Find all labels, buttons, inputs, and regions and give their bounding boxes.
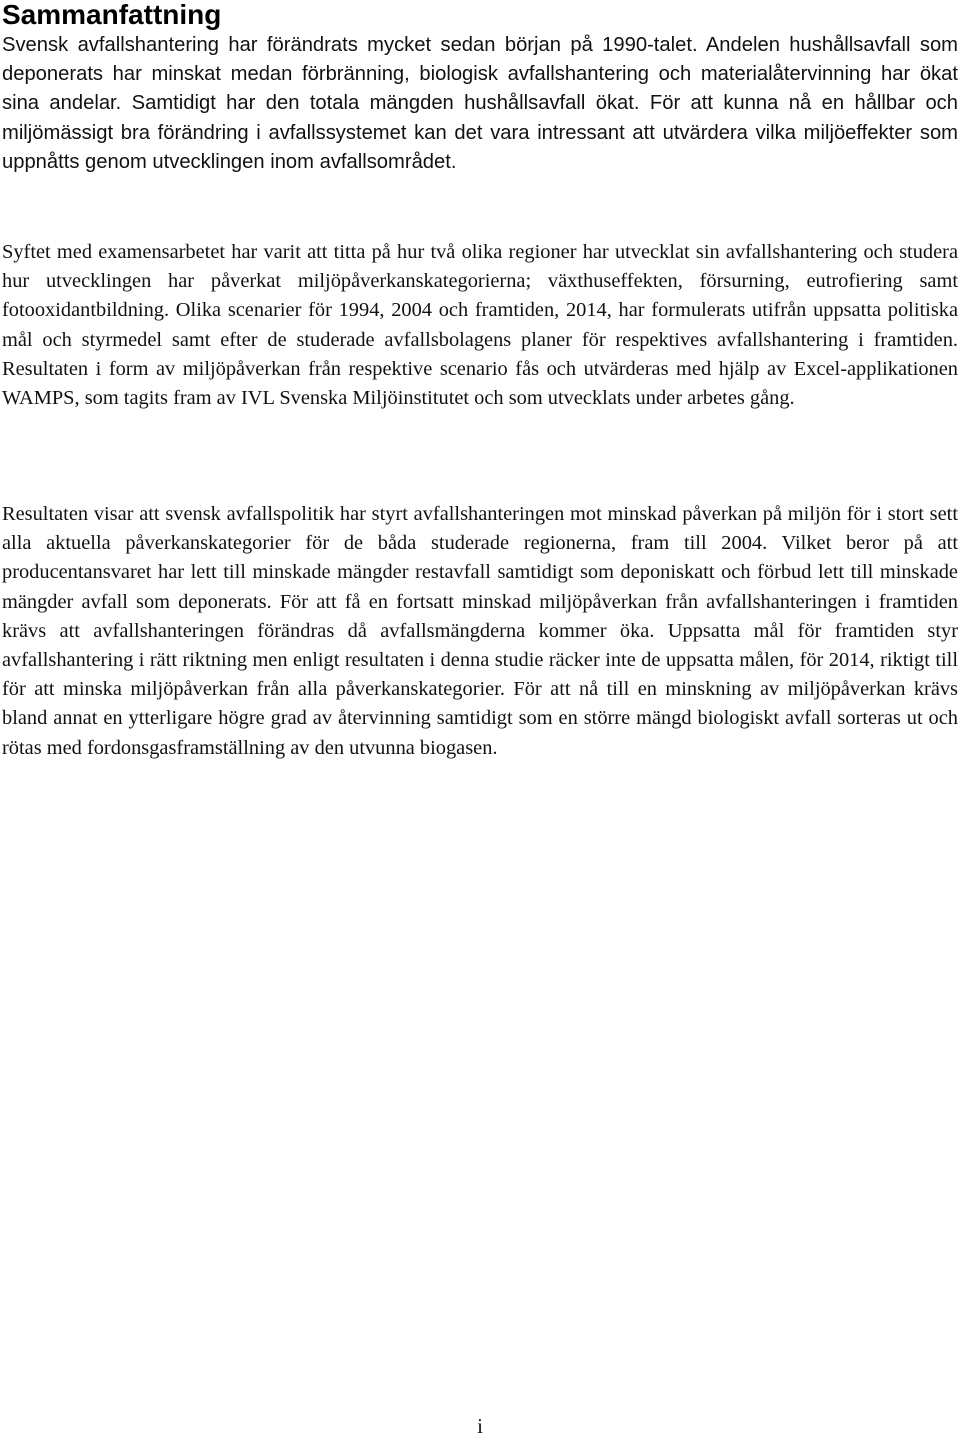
page-title: Sammanfattning [2,0,222,30]
paragraph-intro: Svensk avfallshantering har förändrats mycket sedan början på 1990-talet. Andelen hushållsavfall som deponerats har minskat medan förbränning, biologisk avfallshantering och materialåtervinning har ökat sina andelar. Samtidigt har den totala mängden hushållsavfall ökat. För att kunna nå en hållbar och miljömässigt bra förändring i avfallssystemet kan det vara intressant att utvärdera vilka miljöeffekter som uppnåtts genom utvecklingen inom avfallsområdet. [2,34,958,173]
paragraph-purpose: Syftet med examensarbetet har varit att titta på hur två olika regioner har utvecklat sin avfallshantering och studera hur utvecklingen har påverkat miljöpåverkanskategorierna; växthuseffekten, försurning, eutrofiering samt fotooxidantbildning. Olika scenarier för 1994, 2004 och framtiden, 2014, har formulerats utifrån uppsatta politiska mål och styrmedel samt efter de studerade avfallsbolagens planer för respektives avfallshantering i framtiden. Resultaten i form av miljöpåverkan från respektive scenario fås och utvärderas med hjälp av Excel-applikationen WAMPS, som tagits fram av IVL Svenska Miljöinstitutet och som utvecklats under arbetes gång. [2,241,958,410]
page-number: i [477,1414,483,1438]
paragraph-results: Resultaten visar att svensk avfallspolitik har styrt avfallshanteringen mot minskad påverkan på miljön för i stort sett alla aktuella påverkanskategorier för de båda studerade regionerna, fram till 2004. Vilket beror på att producentansvaret har lett till minskade mängder restavfall samtidigt som deponiskatt och förbud lett till minskade mängder avfall som deponerats. För att få en fortsatt minskad miljöpåverkan från avfallshanteringen i framtiden krävs att avfallshanteringen förändras då avfallsmängderna kommer öka. Uppsatta mål för framtiden styr avfallshantering i rätt riktning men enligt resultaten i denna studie räcker inte de uppsatta målen, för 2014, riktigt till för att minska miljöpåverkan från alla påverkanskategorier. För att nå till en minskning av miljöpåverkan krävs bland annat en ytterligare högre grad av återvinning samtidigt som en större mängd biologiskt avfall sorteras ut och rötas med fordonsgasframställning av den utvunna biogasen. [2,503,958,759]
